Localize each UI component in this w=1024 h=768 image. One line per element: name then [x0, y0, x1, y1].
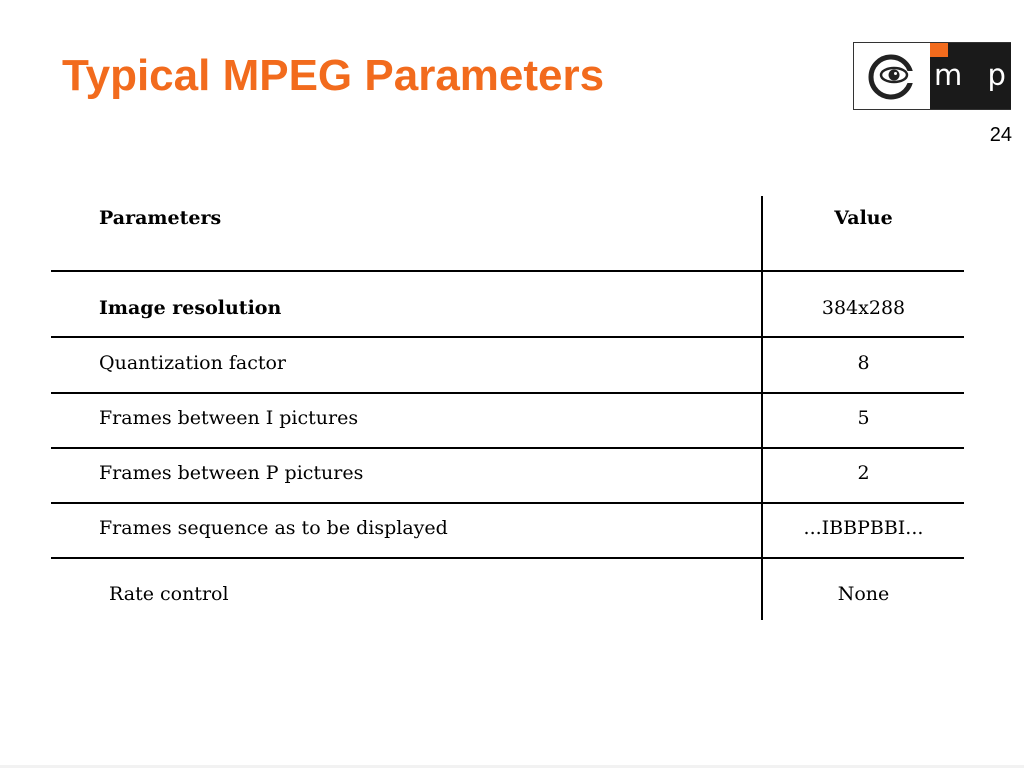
- logo-orange-accent: [930, 43, 948, 57]
- row-value-quantization-factor: 8: [857, 352, 870, 374]
- parameters-table: [51, 196, 964, 620]
- slide-title: Typical MPEG Parameters: [62, 51, 605, 100]
- row-label-image-resolution: Image resolution: [99, 297, 282, 319]
- logo: [853, 42, 1014, 110]
- logo-text: m p: [934, 58, 1014, 92]
- row-value-frames-between-i: 5: [857, 407, 870, 429]
- row-label-quantization-factor: Quantization factor: [99, 352, 287, 374]
- row-label-rate-control: Rate control: [109, 583, 229, 605]
- row-label-frames-sequence: Frames sequence as to be displayed: [99, 517, 448, 539]
- row-divider: [51, 392, 964, 394]
- row-divider: [51, 336, 964, 338]
- header-value: Value: [834, 207, 893, 229]
- eye-icon: [864, 49, 920, 105]
- row-label-frames-between-p: Frames between P pictures: [99, 462, 364, 484]
- row-value-rate-control: None: [837, 583, 890, 605]
- row-divider: [51, 447, 964, 449]
- header-parameters: Parameters: [99, 207, 222, 229]
- row-divider: [51, 502, 964, 504]
- header-divider: [51, 270, 964, 272]
- page-number: 24: [989, 124, 1012, 146]
- row-value-image-resolution: 384x288: [821, 297, 906, 319]
- row-label-frames-between-i: Frames between I pictures: [99, 407, 359, 429]
- row-value-frames-between-p: 2: [857, 462, 870, 484]
- row-divider: [51, 557, 964, 559]
- row-value-frames-sequence: ...IBBPBBI...: [803, 517, 924, 539]
